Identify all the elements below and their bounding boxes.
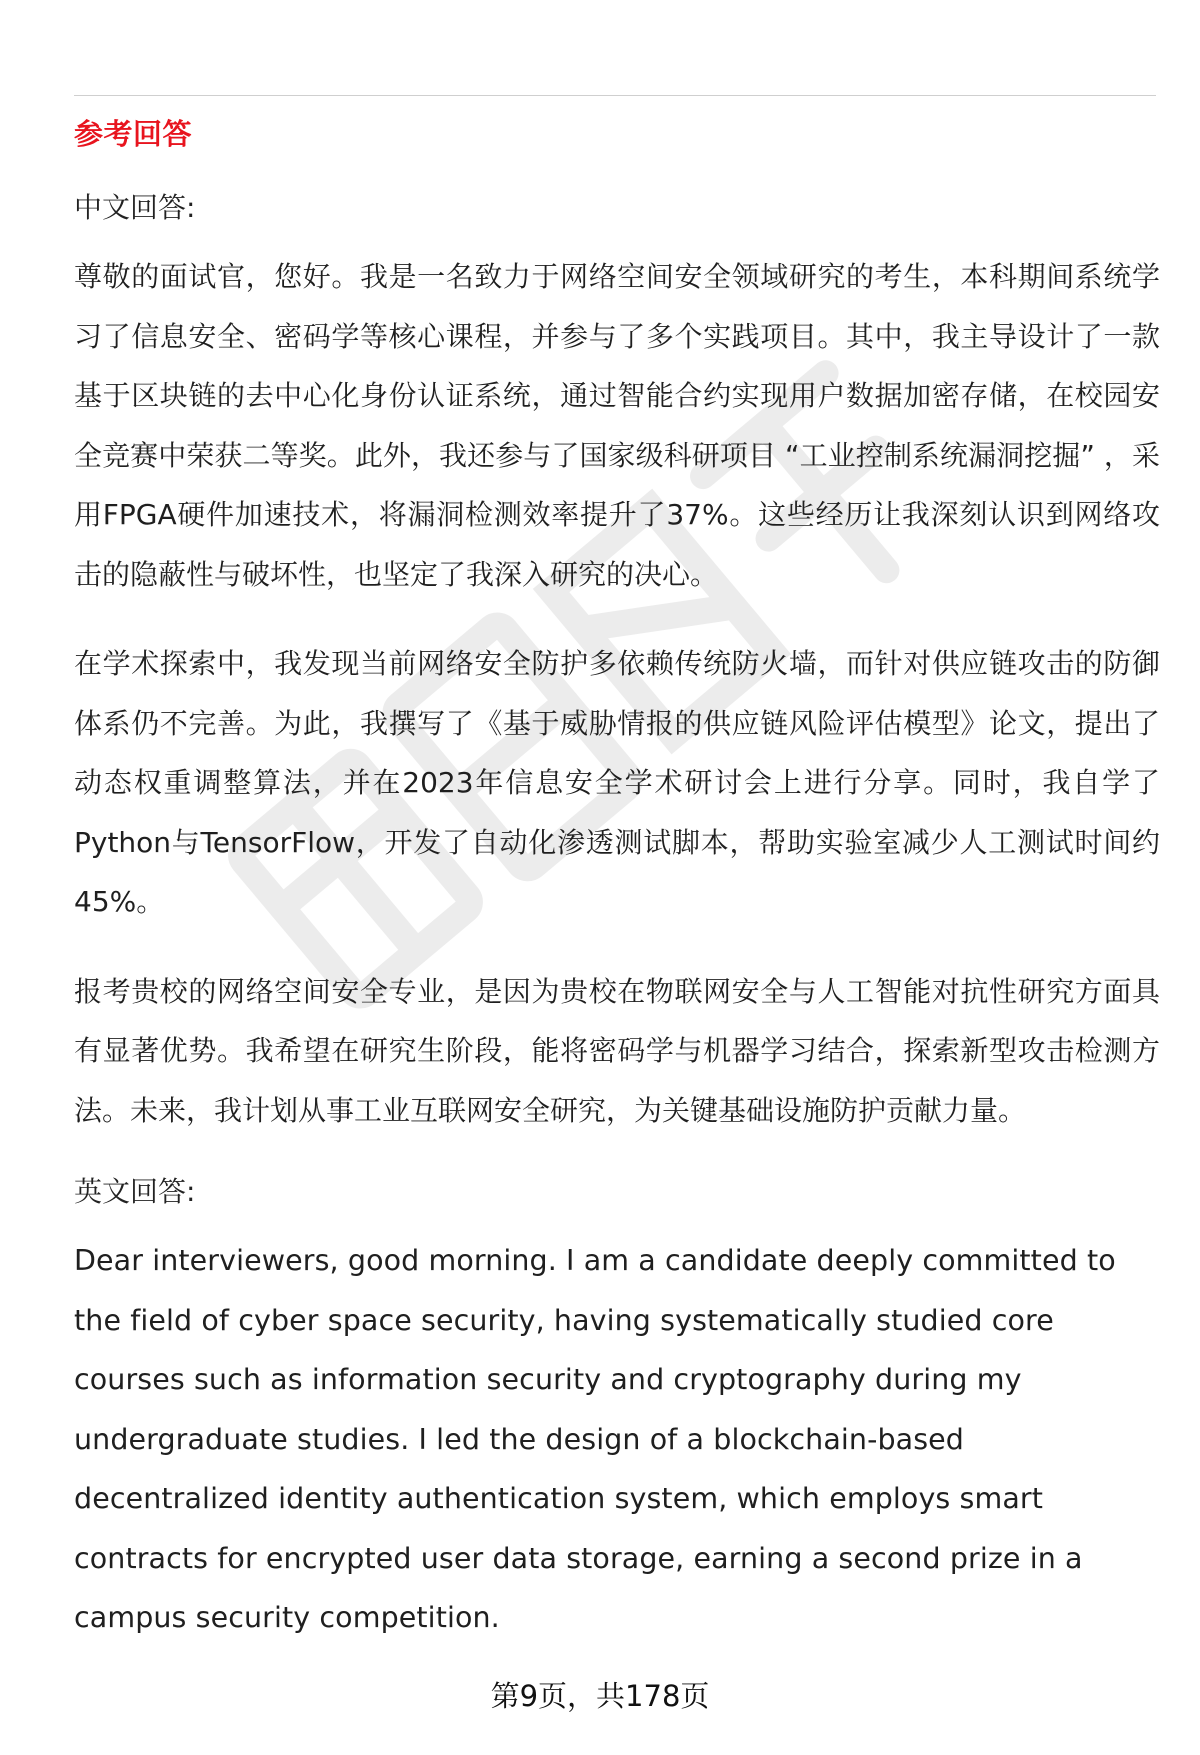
section-title: 参考回答 xyxy=(74,117,193,151)
chinese-paragraph-1: 尊敬的面试官，您好。我是一名致力于网络空间安全领域研究的考生，本科期间系统学习了信息安全、密码学等核心课程，并参与了多个实践项目。其中，我主导设计了一款基于区块链的去中心化身份认证系统，通过智能合约实现用户数据加密存储，在校园安全竞赛中荣获二等奖。此外，我还参与了国家级科研项目 “工业控制系统漏洞挖掘” ，采用FPGA硬件加速技术，将漏洞检测效率提升了37%。这些经历让我深刻认识到网络攻击的隐蔽性与破坏性，也坚定了我深入研究的决心。 xyxy=(74,260,1160,591)
chinese-paragraph-3: 报考贵校的网络空间安全专业，是因为贵校在物联网安全与人工智能对抗性研究方面具有显著优势。我希望在研究生阶段，能将密码学与机器学习结合，探索新型攻击检测方法。未来，我计划从事工业互联网安全研究，为关键基础设施防护贡献力量。 xyxy=(74,974,1160,1127)
chinese-answer-label: 中文回答: xyxy=(74,191,196,224)
english-paragraph-1: Dear interviewers, good morning. I am a candidate deeply committed to the field of cyber space security, having systematically studied core courses such as information security and cryptography during my undergraduate studies. I led the design of a blockchain-based decentralized identity authentication system, which employs smart contracts for encrypted user data storage, earning a second prize in a campus security competition. xyxy=(74,1244,1116,1634)
answer-content xyxy=(74,186,1160,1648)
page-number: 第9页，共178页 xyxy=(490,1679,710,1713)
top-divider xyxy=(74,95,1156,96)
chinese-paragraph-2: 在学术探索中，我发现当前网络安全防护多依赖传统防火墙，而针对供应链攻击的防御体系仍不完善。为此，我撰写了《基于威胁情报的供应链风险评估模型》论文，提出了动态权重调整算法，并在2023年信息安全学术研讨会上进行分享。同时，我自学了Python与TensorFlow，开发了自动化渗透测试脚本，帮助实验室减少人工测试时间约45%。 xyxy=(74,647,1160,918)
english-answer-label: 英文回答: xyxy=(74,1175,196,1208)
